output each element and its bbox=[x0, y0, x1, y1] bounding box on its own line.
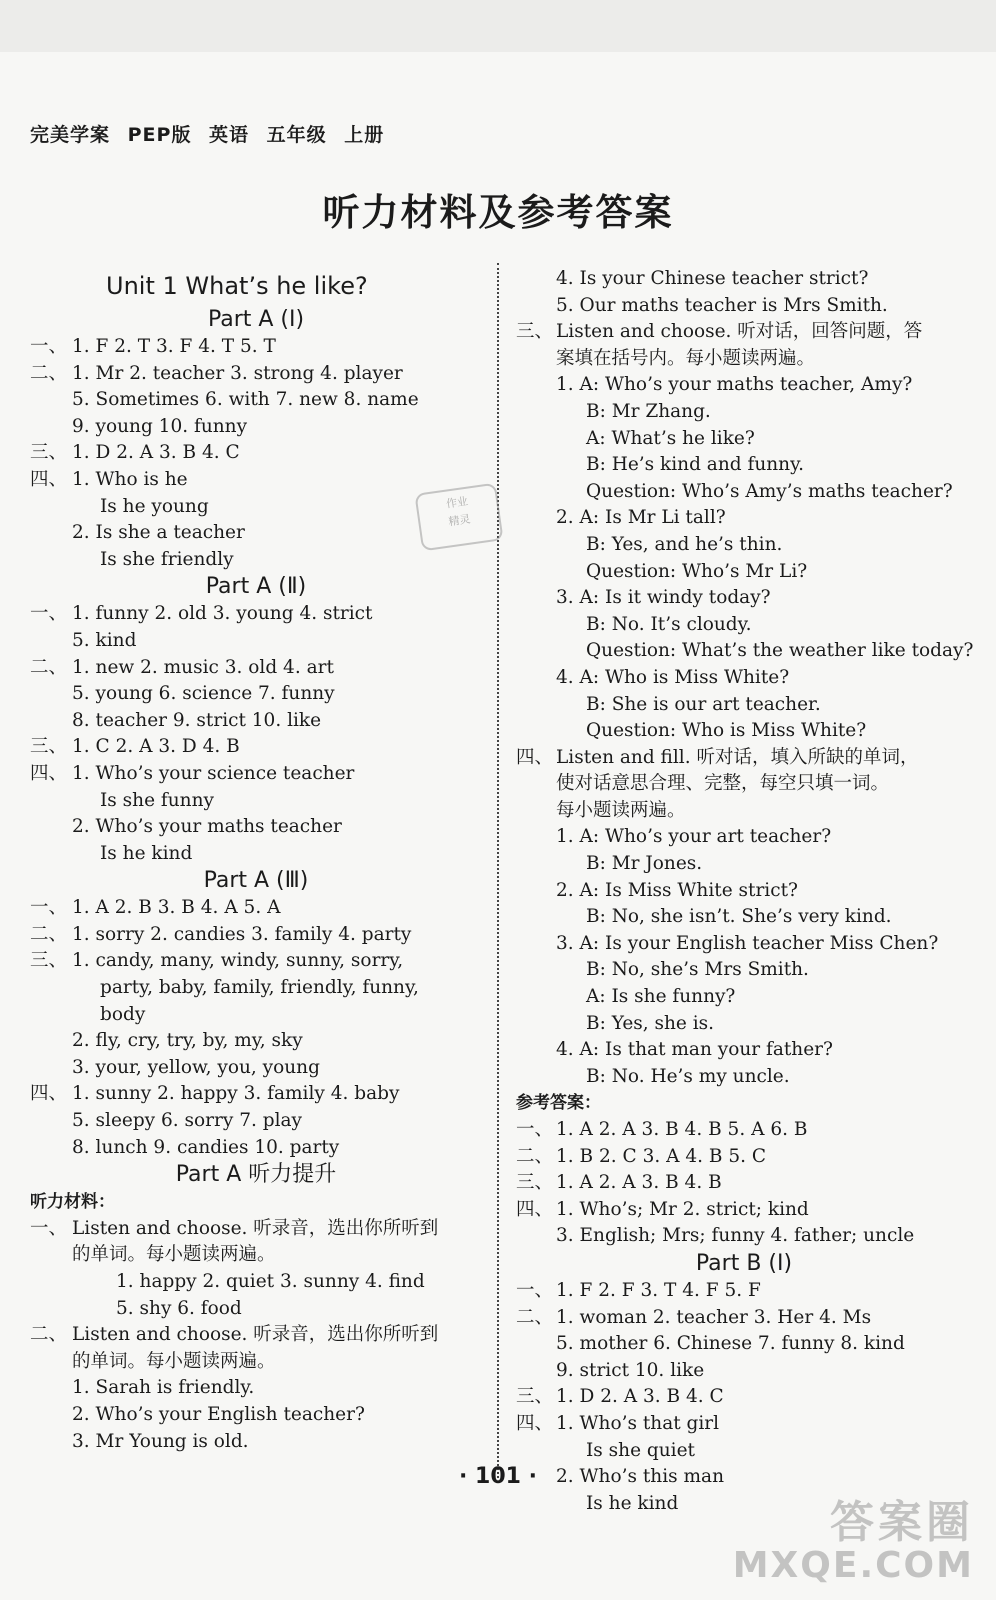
text-line bbox=[30, 1429, 482, 1456]
text-line bbox=[516, 1117, 972, 1144]
line-text: 2. A: Is Mr Li tall? bbox=[556, 507, 726, 529]
section-marker: 一、 bbox=[516, 1279, 554, 1301]
line-text: 1. new 2. music 3. old 4. art bbox=[72, 656, 334, 678]
section-marker: 三、 bbox=[30, 736, 68, 758]
section-marker: 四、 bbox=[516, 1412, 554, 1434]
line-text: 3. Mr Young is old. bbox=[72, 1430, 249, 1452]
left-column bbox=[30, 266, 482, 1455]
text-line bbox=[30, 361, 482, 388]
line-text: 8. lunch 9. candies 10. party bbox=[72, 1136, 340, 1158]
text-line bbox=[30, 1349, 482, 1376]
book-header: 完美学案 PEP版 英语 五年级 上册 bbox=[30, 124, 385, 146]
text-line bbox=[516, 1144, 972, 1171]
line-text: 3. A: Is it windy today? bbox=[556, 587, 771, 609]
line-text: B: Mr Jones. bbox=[586, 853, 703, 875]
line-text: 2. Who’s this man bbox=[556, 1466, 724, 1488]
text-line bbox=[516, 1331, 972, 1358]
text-line bbox=[30, 1402, 482, 1429]
line-text: 2. Who’s your English teacher? bbox=[72, 1403, 365, 1425]
line-text: Question: What’s the weather like today? bbox=[586, 640, 974, 662]
line-text: A: What’s he like? bbox=[586, 427, 755, 449]
text-line bbox=[30, 414, 482, 441]
text-line bbox=[516, 824, 972, 851]
text-line bbox=[516, 1384, 972, 1411]
line-text: 1. B 2. C 3. A 4. B 5. C bbox=[556, 1145, 767, 1167]
section-marker: 二、 bbox=[30, 923, 68, 945]
line-text: 5. Sometimes 6. with 7. new 8. name bbox=[72, 389, 419, 411]
line-text: B: No. He’s my uncle. bbox=[586, 1065, 790, 1087]
line-text: 1. Mr 2. teacher 3. strong 4. player bbox=[72, 362, 403, 384]
text-line bbox=[516, 692, 972, 719]
line-text: 1. D 2. A 3. B 4. C bbox=[72, 442, 240, 464]
text-line bbox=[30, 895, 482, 922]
text-line bbox=[30, 440, 482, 467]
text-line bbox=[516, 1197, 972, 1224]
text-line bbox=[30, 1296, 482, 1323]
line-text: B: She is our art teacher. bbox=[586, 693, 821, 715]
section-marker: 二、 bbox=[30, 656, 68, 678]
line-text: 5. kind bbox=[72, 629, 137, 651]
line-text: 每小题读两遍。 bbox=[556, 799, 686, 821]
text-line bbox=[516, 1438, 972, 1465]
text-line bbox=[30, 734, 482, 761]
section-marker: 四、 bbox=[30, 762, 68, 784]
line-text: 1. sunny 2. happy 3. family 4. baby bbox=[72, 1083, 400, 1105]
text-line bbox=[30, 1375, 482, 1402]
line-text: 1. funny 2. old 3. young 4. strict bbox=[72, 603, 373, 625]
line-text: Listen and fill. 听对话，填入所缺的单词， bbox=[556, 746, 919, 768]
line-text: 1. Sarah is friendly. bbox=[72, 1377, 255, 1399]
text-line bbox=[30, 948, 482, 975]
section-marker: 一、 bbox=[30, 336, 68, 357]
text-line bbox=[516, 957, 972, 984]
stamp-line-1: 作业 bbox=[445, 494, 469, 511]
part-heading: Part A 听力提升 bbox=[175, 1162, 337, 1188]
line-text: 2. fly, cry, try, by, my, sky bbox=[72, 1030, 303, 1052]
section-marker: 三、 bbox=[30, 950, 68, 972]
text-line bbox=[516, 1278, 972, 1305]
text-line bbox=[30, 1002, 482, 1029]
line-text: 的单词。每小题读两遍。 bbox=[72, 1350, 276, 1372]
line-text: 1. C 2. A 3. D 4. B bbox=[72, 736, 240, 758]
line-text: 2. A: Is Miss White strict? bbox=[556, 879, 798, 901]
text-line bbox=[516, 798, 972, 825]
line-text: 5. Our maths teacher is Mrs Smith. bbox=[556, 294, 888, 316]
line-text: 1. candy, many, windy, sunny, sorry, bbox=[72, 950, 404, 972]
section-marker: 二、 bbox=[516, 1145, 554, 1167]
text-line bbox=[516, 452, 972, 479]
line-text: B: No. It’s cloudy. bbox=[586, 613, 752, 635]
text-line bbox=[516, 718, 972, 745]
text-line bbox=[30, 841, 482, 868]
text-line bbox=[516, 585, 972, 612]
text-line bbox=[30, 1216, 482, 1243]
text-line bbox=[516, 1011, 972, 1038]
text-line bbox=[516, 372, 972, 399]
section-marker: 一、 bbox=[30, 897, 68, 919]
text-line bbox=[30, 494, 482, 521]
line-text: 8. teacher 9. strict 10. like bbox=[72, 709, 322, 731]
line-text: 1. Who’s your science teacher bbox=[72, 762, 355, 784]
line-text: 9. young 10. funny bbox=[72, 415, 248, 437]
text-line bbox=[516, 1170, 972, 1197]
line-text: party, baby, family, friendly, funny, bbox=[100, 977, 419, 999]
line-text: B: No, she’s Mrs Smith. bbox=[586, 959, 809, 981]
line-text: 1. A: Who’s your maths teacher, Amy? bbox=[556, 374, 913, 396]
text-line bbox=[30, 1108, 482, 1135]
text-line bbox=[516, 638, 972, 665]
section-marker: 一、 bbox=[516, 1119, 554, 1140]
text-line bbox=[30, 975, 482, 1002]
line-text: body bbox=[100, 1003, 146, 1025]
section-marker: 二、 bbox=[30, 1324, 68, 1346]
line-text: 2. Who’s your maths teacher bbox=[72, 816, 342, 838]
section-marker: 三、 bbox=[516, 321, 554, 343]
text-line bbox=[516, 479, 972, 506]
section-label: 听力材料： bbox=[30, 1192, 115, 1213]
text-line bbox=[516, 612, 972, 639]
line-text: Listen and choose. 听对话，回答问题，答 bbox=[556, 321, 923, 343]
line-text: 1. F 2. T 3. F 4. T 5. T bbox=[72, 336, 276, 357]
text-line bbox=[516, 1064, 972, 1091]
line-text: 3. your, yellow, you, young bbox=[72, 1056, 320, 1078]
text-line bbox=[30, 922, 482, 949]
right-column bbox=[516, 266, 972, 1517]
part-heading: Part A (Ⅰ) bbox=[207, 307, 305, 332]
line-text: 5. mother 6. Chinese 7. funny 8. kind bbox=[556, 1333, 905, 1355]
text-line bbox=[30, 601, 482, 628]
text-line bbox=[516, 1358, 972, 1385]
part-heading: Part A (Ⅱ) bbox=[205, 574, 307, 600]
text-line bbox=[30, 1055, 482, 1082]
text-line bbox=[516, 771, 972, 798]
text-line bbox=[516, 745, 972, 772]
text-line bbox=[516, 505, 972, 532]
text-line bbox=[516, 851, 972, 878]
watermark bbox=[732, 1497, 974, 1586]
section-marker: 三、 bbox=[516, 1386, 554, 1408]
line-text: 4. Is your Chinese teacher strict? bbox=[556, 268, 869, 289]
line-text: 4. A: Is that man your father? bbox=[556, 1039, 833, 1061]
line-text: 9. strict 10. like bbox=[556, 1359, 705, 1381]
text-line bbox=[516, 293, 972, 320]
line-text: 1. happy 2. quiet 3. sunny 4. find bbox=[116, 1271, 425, 1292]
text-line bbox=[30, 1081, 482, 1108]
column-divider bbox=[497, 263, 499, 1478]
section-marker: 四、 bbox=[516, 746, 554, 768]
line-text: B: No, she isn’t. She’s very kind. bbox=[586, 906, 892, 928]
section-marker: 一、 bbox=[30, 603, 68, 625]
text-line bbox=[30, 387, 482, 414]
line-text: 4. A: Who is Miss White? bbox=[556, 666, 790, 688]
text-line bbox=[516, 904, 972, 931]
line-text: B: Mr Zhang. bbox=[586, 400, 711, 422]
text-line bbox=[516, 532, 972, 559]
text-line bbox=[516, 878, 972, 905]
watermark-url: MXQE.COM bbox=[732, 1545, 974, 1586]
section-marker: 四、 bbox=[30, 468, 68, 490]
line-text: Is she quiet bbox=[586, 1439, 695, 1461]
text-line bbox=[30, 467, 482, 494]
line-text: 的单词。每小题读两遍。 bbox=[72, 1244, 276, 1266]
line-text: 1. Who’s that girl bbox=[556, 1412, 720, 1434]
text-line bbox=[30, 761, 482, 788]
text-line bbox=[30, 628, 482, 655]
line-text: B: Yes, she is. bbox=[586, 1012, 715, 1034]
stamp-line-2: 精灵 bbox=[447, 512, 472, 529]
line-text: B: He’s kind and funny. bbox=[586, 454, 804, 476]
line-text: 1. D 2. A 3. B 4. C bbox=[556, 1386, 724, 1408]
line-text: Is he kind bbox=[100, 842, 193, 864]
line-text: 1. F 2. F 3. T 4. F 5. F bbox=[556, 1279, 761, 1301]
text-line bbox=[30, 334, 482, 361]
line-text: A: Is she funny? bbox=[586, 986, 736, 1008]
text-line bbox=[516, 984, 972, 1011]
section-marker: 三、 bbox=[516, 1172, 554, 1194]
line-text: 3. A: Is your English teacher Miss Chen? bbox=[556, 932, 939, 954]
text-line bbox=[30, 814, 482, 841]
text-line bbox=[30, 788, 482, 815]
line-text: Is he young bbox=[100, 495, 209, 517]
text-line bbox=[30, 547, 482, 574]
part-heading: Part A (Ⅲ) bbox=[203, 868, 309, 894]
section-label: 参考答案： bbox=[516, 1093, 601, 1114]
line-text: Listen and choose. 听录音，选出你所听到 bbox=[72, 1324, 439, 1346]
part-heading: Part B (Ⅰ) bbox=[695, 1250, 793, 1276]
line-text: 5. shy 6. food bbox=[116, 1297, 242, 1319]
line-text: 5. young 6. science 7. funny bbox=[72, 683, 335, 705]
line-text: 5. sleepy 6. sorry 7. play bbox=[72, 1110, 302, 1132]
line-text: Is he kind bbox=[586, 1492, 679, 1514]
text-line bbox=[30, 1242, 482, 1269]
watermark-logo-text: 答案圈 bbox=[830, 1497, 974, 1548]
line-text: 2. Is she a teacher bbox=[72, 522, 245, 544]
text-line bbox=[30, 520, 482, 547]
line-text: 3. English; Mrs; funny 4. father; uncle bbox=[556, 1225, 915, 1247]
line-text: 1. A: Who’s your art teacher? bbox=[556, 826, 832, 848]
unit-heading: Unit 1 What’s he like? bbox=[106, 272, 368, 300]
text-line bbox=[516, 1305, 972, 1332]
text-line bbox=[516, 665, 972, 692]
text-line bbox=[516, 426, 972, 453]
section-marker: 二、 bbox=[30, 362, 68, 384]
line-text: Question: Who’s Amy’s maths teacher? bbox=[586, 480, 953, 502]
line-text: B: Yes, and he’s thin. bbox=[586, 533, 783, 555]
text-line bbox=[516, 931, 972, 958]
section-marker: 四、 bbox=[516, 1198, 554, 1220]
section-marker: 三、 bbox=[30, 442, 68, 464]
line-text: Question: Who is Miss White? bbox=[586, 720, 867, 742]
section-marker: 一、 bbox=[30, 1217, 68, 1239]
text-line bbox=[30, 655, 482, 682]
line-text: 1. A 2. B 3. B 4. A 5. A bbox=[72, 897, 281, 919]
text-line bbox=[30, 708, 482, 735]
line-text: Question: Who’s Mr Li? bbox=[586, 560, 808, 582]
text-line bbox=[516, 346, 972, 373]
line-text: 使对话意思合理、完整，每空只填一词。 bbox=[556, 773, 890, 795]
section-marker: 四、 bbox=[30, 1083, 68, 1105]
text-line bbox=[516, 559, 972, 586]
page-number: · 101 · bbox=[459, 1464, 537, 1489]
text-line bbox=[30, 1135, 482, 1162]
line-text: 1. Who is he bbox=[72, 468, 188, 490]
text-line bbox=[516, 266, 972, 293]
line-text: Listen and choose. 听录音，选出你所听到 bbox=[72, 1217, 439, 1239]
text-line bbox=[30, 1269, 482, 1296]
line-text: 1. Who’s; Mr 2. strict; kind bbox=[556, 1198, 809, 1220]
text-line bbox=[516, 399, 972, 426]
text-line bbox=[516, 1411, 972, 1438]
text-line bbox=[516, 1223, 972, 1250]
text-line bbox=[30, 1028, 482, 1055]
text-line bbox=[30, 1322, 482, 1349]
text-line bbox=[516, 1037, 972, 1064]
section-marker: 二、 bbox=[516, 1306, 554, 1328]
line-text: 1. sorry 2. candies 3. family 4. party bbox=[72, 923, 412, 945]
line-text: 1. woman 2. teacher 3. Her 4. Ms bbox=[556, 1306, 872, 1328]
line-text: Is she funny bbox=[100, 789, 214, 811]
line-text: 1. A 2. A 3. B 4. B 5. A 6. B bbox=[556, 1119, 808, 1140]
page-title: 听力材料及参考答案 bbox=[322, 191, 674, 234]
line-text: 案填在括号内。每小题读两遍。 bbox=[556, 347, 816, 369]
text-line bbox=[30, 681, 482, 708]
top-scan-band bbox=[0, 0, 996, 52]
text-line bbox=[516, 319, 972, 346]
line-text: 1. A 2. A 3. B 4. B bbox=[556, 1172, 722, 1194]
line-text: Is she friendly bbox=[100, 548, 234, 570]
